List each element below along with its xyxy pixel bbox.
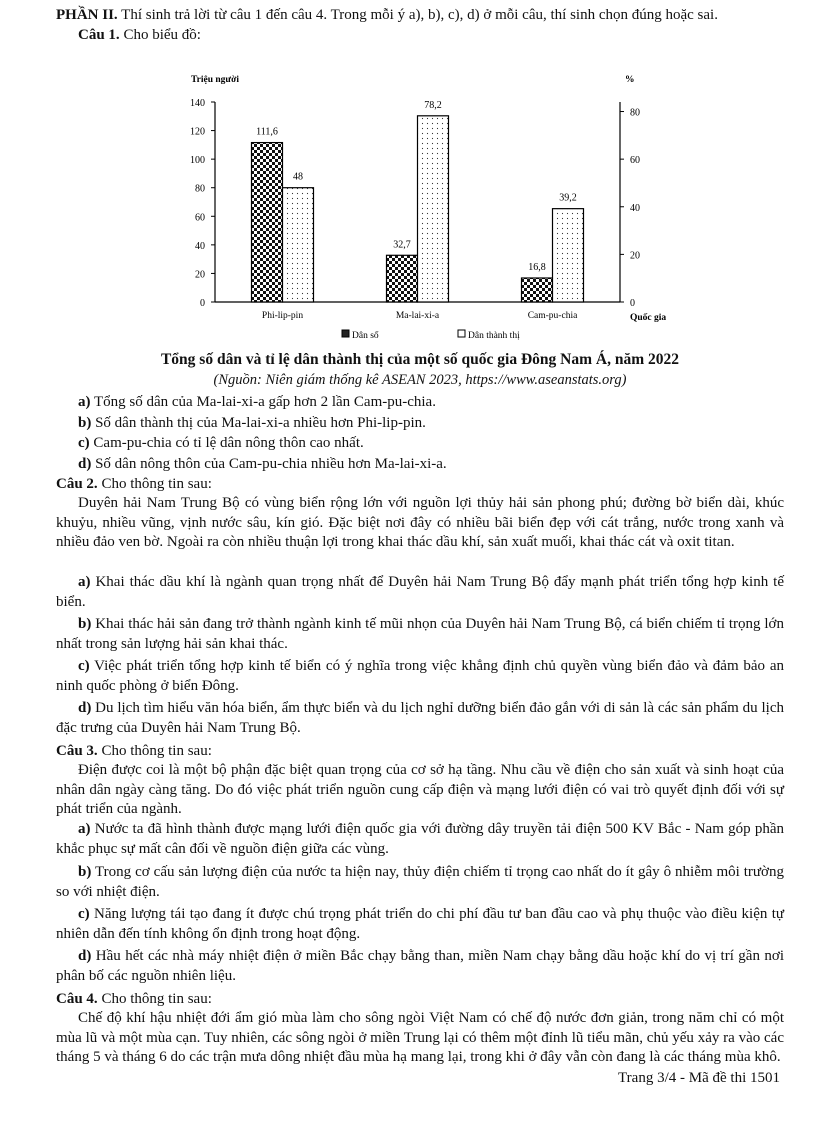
part-heading — [56, 5, 800, 25]
q2-item-c — [56, 657, 784, 696]
q1-item-b — [78, 413, 800, 433]
q3-item-c — [56, 905, 784, 944]
q3-item-a-label: a) — [78, 821, 91, 837]
q3-item-d — [56, 947, 784, 986]
q1-item-d — [78, 454, 800, 474]
q3-item-c-text: Năng lượng tái tạo đang ít được chú trọng phát triển do chi phí đầu tư ban đầu cao và phụ thuộc vào điều kiện tự nhiên dẫn đến tính không ổn định trong hoạt động. — [56, 906, 784, 942]
left-tick-label: 100 — [190, 155, 205, 167]
data-label: 39,2 — [559, 192, 577, 204]
q1-item-c-text: Cam-pu-chia có tỉ lệ dân nông thôn cao nhất. — [89, 435, 364, 451]
question-1-label: Câu 1. — [78, 27, 120, 43]
right-axis-title: % — [625, 75, 635, 85]
right-tick-label: 80 — [630, 107, 640, 119]
q3-intro: Điện được coi là một bộ phận đặc biệt quan trọng của cơ sở hạ tầng. Nhu cầu về điện cho sản xuất và sinh hoạt của nhân dân ngày càng tăng. Do đó việc phát triển nguồn cung cấp điện và mạng lưới điện có vai trò quyết định đối với sự phát triển của ngành. — [56, 762, 784, 817]
q1-item-a-label: a) — [78, 394, 91, 410]
q2-item-c-text: Việc phát triển tổng hợp kinh tế biển có ý nghĩa trong việc khẳng định chủ quyền vùng biển đảo và đảm bảo an ninh quốc phòng ở biển Đông. — [56, 658, 784, 694]
right-tick-label: 60 — [630, 155, 640, 167]
left-tick-label: 120 — [190, 126, 205, 138]
question-4-label: Câu 4. — [56, 991, 98, 1007]
right-tick-label: 0 — [630, 298, 635, 309]
q2-item-d-label: d) — [78, 700, 92, 716]
question-3-heading — [56, 741, 800, 761]
q3-item-d-text: Hầu hết các nhà máy nhiệt điện ở miền Bắc chạy bằng than, miền Nam chạy bằng dầu hoặc khí do vị trí gần nơi phân bố các nguồn nhiên liệu. — [56, 948, 784, 984]
chart-source: (Nguồn: Niên giám thống kê ASEAN 2023, https://www.aseanstats.org) — [213, 372, 627, 388]
bar-population-0 — [252, 143, 283, 302]
q3-item-b — [56, 863, 784, 902]
q1-item-c — [78, 433, 800, 453]
q2-item-a — [56, 573, 784, 612]
q3-item-b-label: b) — [78, 864, 92, 880]
legend-swatch-1 — [458, 330, 465, 337]
q2-item-d — [56, 699, 784, 738]
category-label: Ma-lai-xi-a — [395, 311, 440, 321]
page-footer: Trang 3/4 - Mã đề thi 1501 — [618, 1070, 780, 1086]
q3-item-a — [56, 820, 784, 859]
part-text: Thí sinh trả lời từ câu 1 đến câu 4. Trong mỗi ý a), b), c), d) ở mỗi câu, thí sinh chọn đúng hoặc sai. — [117, 7, 718, 23]
question-1-heading — [78, 25, 800, 45]
bar-urban-0 — [283, 188, 314, 302]
left-tick-label: 60 — [195, 212, 205, 224]
q2-item-a-label: a) — [78, 574, 91, 590]
data-label: 32,7 — [393, 239, 411, 251]
data-label: 78,2 — [424, 99, 442, 111]
question-3-label: Câu 3. — [56, 743, 98, 759]
part-label: PHẦN II. — [56, 7, 118, 23]
q3-item-d-label: d) — [78, 948, 92, 964]
q3-item-c-label: c) — [78, 906, 90, 922]
legend-swatch-0 — [342, 330, 349, 337]
q2-item-b-text: Khai thác hải sản đang trở thành ngành kinh tế mũi nhọn của Duyên hải Nam Trung Bộ, cá biển chiếm tỉ trọng lớn nhất trong sản lượng hải sản khai thác. — [56, 616, 784, 652]
question-2-text: Cho thông tin sau: — [97, 476, 212, 492]
left-tick-label: 20 — [195, 269, 205, 281]
right-tick-label: 20 — [630, 250, 640, 262]
legend-label: Dân số — [352, 331, 379, 341]
x-axis-title: Quốc gia — [630, 313, 667, 323]
left-tick-label: 0 — [200, 298, 205, 309]
q2-item-a-text: Khai thác dầu khí là ngành quan trọng nhất để Duyên hải Nam Trung Bộ đẩy mạnh phát triển tổng hợp kinh tế biển. — [56, 574, 784, 610]
bar-population-1 — [387, 255, 418, 302]
q1-item-b-label: b) — [78, 415, 92, 431]
right-tick-label: 40 — [630, 202, 640, 214]
question-4-text: Cho thông tin sau: — [97, 991, 212, 1007]
data-label: 111,6 — [256, 126, 278, 138]
q2-item-b — [56, 615, 784, 654]
data-label: 16,8 — [528, 262, 546, 273]
chart-caption: Tổng số dân và tỉ lệ dân thành thị của một số quốc gia Đông Nam Á, năm 2022 — [160, 351, 680, 368]
chart-bars — [252, 116, 584, 302]
q2-item-c-label: c) — [78, 658, 90, 674]
left-tick-label: 140 — [190, 98, 205, 109]
bar-urban-2 — [553, 209, 584, 302]
left-tick-label: 80 — [195, 183, 205, 195]
legend-label: Dân thành thị — [468, 331, 520, 341]
q1-item-c-label: c) — [78, 435, 90, 451]
q3-item-b-text: Trong cơ cấu sản lượng điện của nước ta hiện nay, thủy điện chiếm tỉ trọng cao nhất do ít gây ô nhiễm môi trường so với nhiệt điện. — [56, 864, 784, 900]
data-label: 48 — [293, 171, 303, 183]
question-1-text: Cho biểu đồ: — [119, 27, 201, 43]
bar-population-2 — [522, 278, 553, 302]
category-label: Cam-pu-chia — [527, 311, 578, 321]
q1-item-a-text: Tổng số dân của Ma-lai-xi-a gấp hơn 2 lần Cam-pu-chia. — [90, 394, 436, 410]
left-axis-title: Triệu người — [191, 75, 239, 85]
population-chart — [170, 66, 690, 350]
left-tick-label: 40 — [195, 240, 205, 252]
category-label: Phi-lip-pin — [261, 311, 304, 321]
question-2-heading — [56, 474, 800, 494]
q4-intro: Chế độ khí hậu nhiệt đới ẩm gió mùa làm cho sông ngòi Việt Nam có chế độ nước đơn giản, trong năm chỉ có một mùa lũ và một mùa cạn. Tuy nhiên, các sông ngòi ở miền Trung lại có thêm một đỉnh lũ tiểu mãn, chủ yếu xảy ra vào các tháng 5 và tháng 6 do các trận mưa dông nhiệt đầu mùa hạ mang lại, trong khi ở đây vẫn còn đang là các tháng mùa khô. — [56, 1010, 784, 1065]
q2-intro: Duyên hải Nam Trung Bộ có vùng biển rộng lớn với nguồn lợi thủy hải sản phong phú; đường bờ biển dài, khúc khuỷu, nhiều vũng, vịnh nước sâu, kín gió. Đặc biệt nơi đây có nhiều bãi biển đẹp với cát trắng, nước trong xanh và nhiều đảo ven bờ. Ngoài ra còn nhiều thuận lợi trong khai thác dầu khí, sản xuất muối, khai thác cát và oxit titan. — [56, 495, 784, 550]
q1-item-d-label: d) — [78, 456, 92, 472]
q2-item-b-label: b) — [78, 616, 92, 632]
q3-item-a-text: Nước ta đã hình thành được mạng lưới điện quốc gia với đường dây truyền tải điện 500 KV Bắc - Nam góp phần khắc phục sự mất cân đối về nguồn điện giữa các vùng. — [56, 821, 784, 857]
q1-item-b-text: Số dân thành thị của Ma-lai-xi-a nhiều hơn Phi-lip-pin. — [91, 415, 426, 431]
q1-item-d-text: Số dân nông thôn của Cam-pu-chia nhiều hơn Ma-lai-xi-a. — [91, 456, 447, 472]
question-4-heading — [56, 989, 800, 1009]
q2-item-d-text: Du lịch tìm hiểu văn hóa biển, ẩm thực biển và du lịch nghỉ dưỡng biển đảo gắn với di sản là các sản phẩm du lịch đặc trưng của Duyên hải Nam Trung Bộ. — [56, 700, 784, 736]
question-2-label: Câu 2. — [56, 476, 98, 492]
question-3-text: Cho thông tin sau: — [97, 743, 212, 759]
q1-item-a — [78, 392, 800, 412]
bar-urban-1 — [418, 116, 449, 302]
